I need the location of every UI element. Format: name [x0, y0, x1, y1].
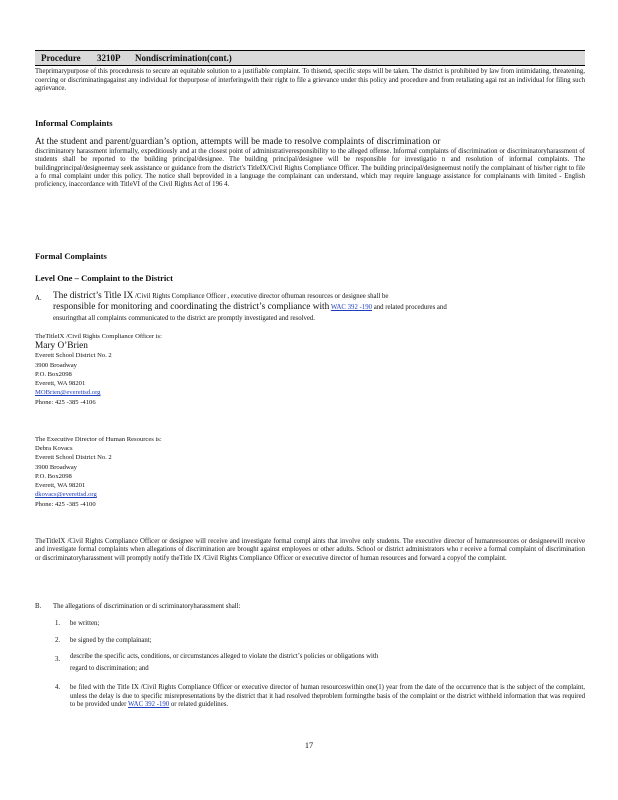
officer2-city: Everett, WA 98201: [35, 482, 86, 490]
officer2-po: P.O. Box2098: [35, 472, 72, 480]
procedure-title: Nondiscrimination(cont.): [135, 53, 232, 63]
item-4-tail: or related guidelines.: [170, 701, 229, 709]
officer2-phone: Phone: 425 -385 -4100: [35, 500, 96, 508]
section-a-line2-tail: and related procedures and: [373, 304, 447, 311]
officer1-name: Mary O’Brien: [35, 341, 88, 351]
item-4-body: be filed with the Title IX /Civil Rights Compliance Officer or executive director of human resourceswithin one(1) year from the date of the occurrence that is the subject of the complaint, unless the delay is due to specific misrepresentations by the district that it had resolved theproblem formingthe basis of the complaint or the district withheld information that was required to be provided under: [70, 684, 585, 709]
section-a-line2: [53, 302, 585, 313]
section-a-mid: /Civil Rights Compliance Officer , executive director ofhuman resources or designee shall be: [135, 293, 389, 300]
section-a-line2-lead: responsible for monitoring and coordinating the district’s compliance with: [53, 302, 330, 312]
officer2-name: Debra Kovacs: [35, 445, 73, 452]
informal-heading: Informal Complaints: [35, 118, 113, 128]
section-a-marker: A.: [35, 295, 42, 302]
item-2-number: 2.: [55, 637, 61, 644]
officer1-org: Everett School District No. 2: [35, 352, 112, 360]
procedure-number: 3210P: [97, 53, 121, 63]
wac-link-1[interactable]: WAC 392 -190: [330, 304, 372, 311]
officer1-po: P.O. Box2098: [35, 370, 72, 378]
informal-lead: At the student and parent/guardian’s option, attempts will be made to resolve complaints of discrimination or: [35, 137, 441, 147]
item-4-number: 4.: [55, 684, 61, 691]
officer1-street: 3900 Broadway: [35, 361, 77, 369]
section-b-marker: B.: [35, 603, 42, 610]
officer2-org: Everett School District No. 2: [35, 454, 112, 462]
item-4-text: [70, 684, 585, 710]
officer1-label: TheTitleIX /Civil Rights Compliance Officer is:: [35, 333, 162, 340]
section-b-lead: The allegations of discrimination or di scriminatoryharassment shall:: [53, 603, 241, 610]
formal-heading: Formal Complaints: [35, 251, 107, 261]
informal-body: discriminatory harassment informally, expeditiously and at the closest point of administrativeresponsibility to the alleged offense. Informal complaints of discrimination or discriminatoryharassment of students shall be reported to the building principal/designee. The building principal/designee will be responsible for investigatio n and resolution of informal complaints. The buildingprincipal/designeemay seek assistance or guidance from the district's TitleIX/Civil Rights Compliance Officer. The building principal/designeemust notify the complainant of his/her right to file a fo rmal complaint under this policy. The notice shall beprovided in a language the complainant can understand, which may require language assistance for complainants with limited - English proficiency, inaccordance with TitleVI of the Civil Rights Act of 196 4.: [35, 148, 585, 189]
officer1-email-link[interactable]: MOBrien@everettsd.org: [35, 389, 101, 397]
item-3-lead: describe the specific acts, conditions, or circumstances alleged to violate the district’s policies or obligations with: [70, 653, 379, 660]
procedure-header-bar: [35, 50, 585, 66]
wac-link-2[interactable]: WAC 392 -190: [128, 701, 170, 709]
officer2-address-block: [35, 444, 112, 509]
procedure-label: Procedure: [41, 53, 81, 63]
officer1-city: Everett, WA 98201: [35, 380, 86, 388]
page-number: 17: [304, 741, 314, 750]
intro-paragraph: Theprimarypurpose of this proceduresis to secure an equitable solution to a justifiable complaint. To thisend, specific steps will be taken. The district is prohibited by law from intimidating, threatening, coercing or discriminatingagainst any individual for thepurpose of interferingwith their right to file a grievance under this policy and procedure and from retaliating agai nst an individual for filing such agrievance.: [35, 68, 585, 93]
item-2-text: be signed by the complainant;: [70, 637, 152, 644]
item-3-text: regard to discrimination; and: [70, 665, 149, 672]
section-a-lead: The district’s Title IX: [53, 291, 134, 301]
roles-paragraph: TheTitleIX /Civil Rights Compliance Officer or designee will receive and investigate formal compl aints that involve only students. The executive director of humanresources or designeewill receive and investigate formal complaints when allegations of discrimination are brought against employees or other adults. School or district administrators who r eceive a formal complaint of discrimination or discriminatoryharassment will promptly notify theTitle IX /Civil Rights Compliance Officer or executive director of human resources and forward a copyof the complaint.: [35, 538, 585, 562]
item-3-number: 3.: [55, 656, 61, 663]
section-a-line1: [53, 291, 585, 302]
item-1-number: 1.: [55, 620, 61, 627]
officer2-label: The Executive Director of Human Resources is:: [35, 436, 162, 443]
section-a-line3: ensuringthat all complaints communicated to the district are promptly investigated and resolved.: [53, 315, 315, 322]
officer1-phone: Phone: 425 -385 -4106: [35, 398, 96, 406]
officer2-email-link[interactable]: dkovacs@everettsd.org: [35, 491, 97, 499]
officer2-street: 3900 Broadway: [35, 463, 77, 471]
officer1-address-block: [35, 342, 112, 407]
level-one-heading: Level One – Complaint to the District: [35, 273, 173, 283]
item-1-text: be written;: [70, 620, 100, 627]
